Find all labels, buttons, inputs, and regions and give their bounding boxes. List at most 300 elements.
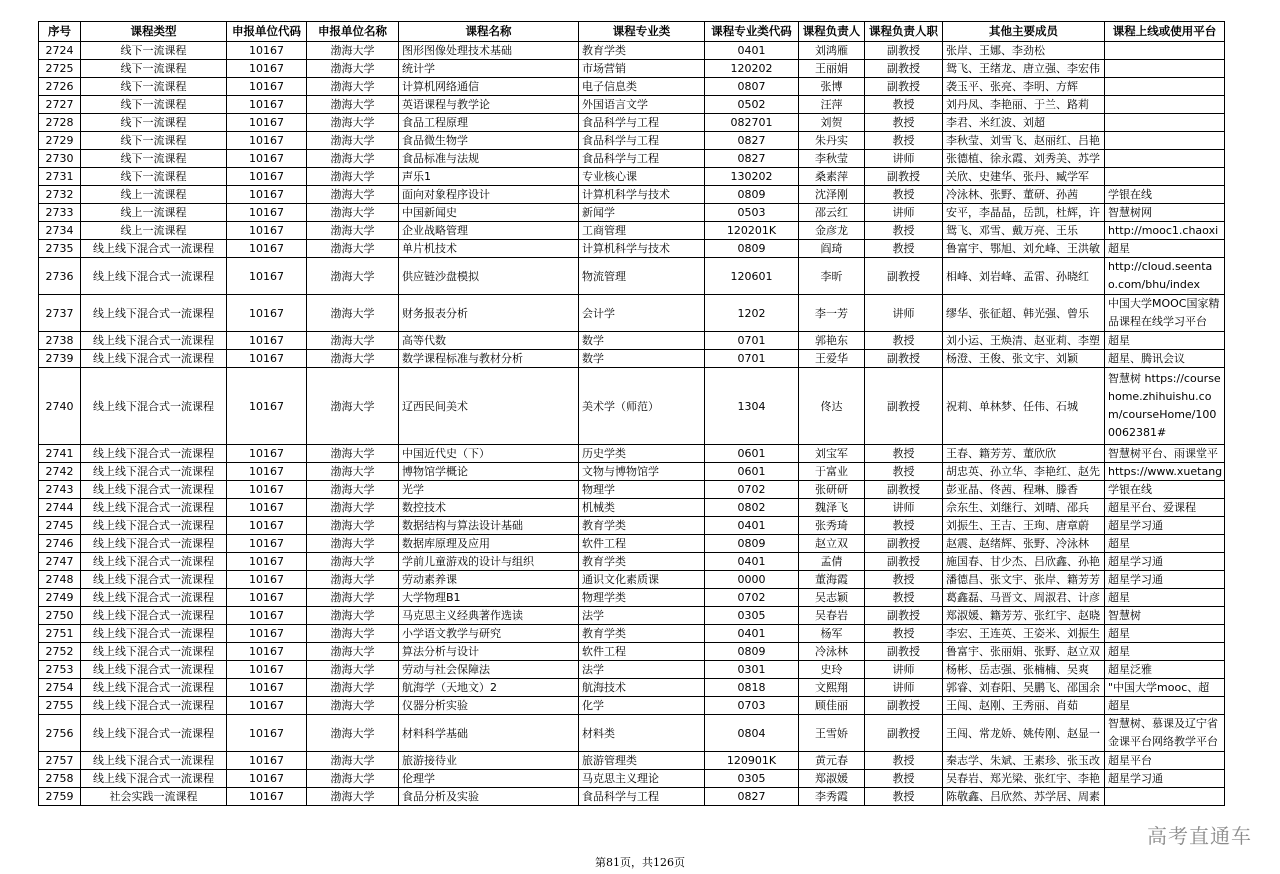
cell-unit-code: 10167 [227,186,307,204]
cell-members: 鸳飞、王绪龙、唐立强、李宏伟 [943,60,1105,78]
cell-major-code: 0818 [705,679,799,697]
cell-members: 张岸、王娜、李劲松 [943,42,1105,60]
cell-members: 刘小运、王焕清、赵亚莉、李塑 [943,332,1105,350]
cell-unit-code: 10167 [227,571,307,589]
cell-lead-title: 讲师 [865,661,943,679]
header-course-type: 课程类型 [81,22,227,42]
cell-course-type: 线上线下混合式一流课程 [81,350,227,368]
cell-course-type: 线上线下混合式一流课程 [81,463,227,481]
cell-lead-title: 副教授 [865,607,943,625]
cell-index: 2759 [39,788,81,806]
cell-members: 杨彬、岳志强、张楠楠、吴爽 [943,661,1105,679]
cell-major-code: 0701 [705,350,799,368]
table-row [39,535,1225,553]
cell-unit-code: 10167 [227,517,307,535]
cell-unit-code: 10167 [227,715,307,752]
cell-major-code: 0301 [705,661,799,679]
cell-course-name: 财务报表分析 [399,295,579,332]
cell-course-name: 伦理学 [399,770,579,788]
cell-index: 2729 [39,132,81,150]
cell-members: 张德植、徐永霞、刘秀美、苏学 [943,150,1105,168]
cell-unit-name: 渤海大学 [307,752,399,770]
cell-course-name: 食品标准与法规 [399,150,579,168]
cell-unit-code: 10167 [227,589,307,607]
cell-unit-code: 10167 [227,643,307,661]
cell-platform: 中国大学MOOC国家精品课程在线学习平台 [1105,295,1225,332]
cell-course-type: 线上线下混合式一流课程 [81,752,227,770]
cell-unit-code: 10167 [227,661,307,679]
cell-unit-name: 渤海大学 [307,132,399,150]
cell-course-type: 线上线下混合式一流课程 [81,770,227,788]
cell-index: 2739 [39,350,81,368]
cell-lead: 邵云红 [799,204,865,222]
header-row [39,22,1225,42]
cell-lead: 黄元春 [799,752,865,770]
cell-platform: 智慧树 https://coursehome.zhihuishu.com/courseHome/1000062381# [1105,368,1225,445]
cell-lead-title: 教授 [865,589,943,607]
cell-lead: 王雪娇 [799,715,865,752]
cell-course-type: 线上线下混合式一流课程 [81,517,227,535]
cell-platform: 超星学习通 [1105,770,1225,788]
cell-index: 2728 [39,114,81,132]
cell-lead-title: 教授 [865,463,943,481]
cell-index: 2730 [39,150,81,168]
page-footer: 第81页，共126页 [595,856,685,869]
cell-lead-title: 副教授 [865,535,943,553]
cell-unit-code: 10167 [227,350,307,368]
table-row [39,132,1225,150]
cell-major-category: 新闻学 [579,204,705,222]
cell-major-code: 1202 [705,295,799,332]
cell-unit-code: 10167 [227,78,307,96]
cell-members: 李宏、王连英、王姿米、刘振生 [943,625,1105,643]
cell-course-name: 数控技术 [399,499,579,517]
cell-lead: 郑淑媛 [799,770,865,788]
cell-index: 2733 [39,204,81,222]
cell-major-code: 120202 [705,60,799,78]
header-major-code: 课程专业类代码 [705,22,799,42]
cell-major-category: 物理学 [579,481,705,499]
cell-lead-title: 副教授 [865,78,943,96]
cell-major-code: 120901K [705,752,799,770]
cell-course-type: 线上线下混合式一流课程 [81,535,227,553]
cell-course-type: 线下一流课程 [81,168,227,186]
cell-unit-code: 10167 [227,96,307,114]
cell-unit-code: 10167 [227,770,307,788]
cell-platform: http://cloud.seentao.com/bhu/index [1105,258,1225,295]
table-row [39,114,1225,132]
cell-course-name: 劳动与社会保障法 [399,661,579,679]
cell-lead-title: 副教授 [865,258,943,295]
cell-lead-title: 教授 [865,114,943,132]
cell-course-name: 小学语文教学与研究 [399,625,579,643]
cell-unit-name: 渤海大学 [307,481,399,499]
cell-unit-code: 10167 [227,625,307,643]
table-row [39,332,1225,350]
cell-course-type: 线上线下混合式一流课程 [81,553,227,571]
table-row [39,643,1225,661]
cell-unit-name: 渤海大学 [307,350,399,368]
cell-lead-title: 副教授 [865,60,943,78]
cell-course-type: 线上线下混合式一流课程 [81,625,227,643]
cell-course-name: 劳动素养课 [399,571,579,589]
header-unit-name: 申报单位名称 [307,22,399,42]
table-row [39,481,1225,499]
cell-major-category: 会计学 [579,295,705,332]
cell-lead-title: 教授 [865,571,943,589]
cell-lead: 朱丹实 [799,132,865,150]
cell-unit-code: 10167 [227,499,307,517]
cell-major-category: 食品科学与工程 [579,132,705,150]
cell-unit-name: 渤海大学 [307,186,399,204]
header-major-category: 课程专业类 [579,22,705,42]
cell-course-name: 大学物理B1 [399,589,579,607]
table-row [39,350,1225,368]
cell-unit-name: 渤海大学 [307,295,399,332]
cell-lead: 吴春岩 [799,607,865,625]
cell-lead-title: 讲师 [865,499,943,517]
cell-lead-title: 教授 [865,625,943,643]
cell-unit-name: 渤海大学 [307,589,399,607]
cell-index: 2731 [39,168,81,186]
cell-unit-name: 渤海大学 [307,770,399,788]
cell-lead-title: 讲师 [865,204,943,222]
cell-platform: 智慧树、慕课及辽宁省金课平台网络教学平台 [1105,715,1225,752]
cell-course-name: 高等代数 [399,332,579,350]
cell-index: 2736 [39,258,81,295]
cell-index: 2748 [39,571,81,589]
cell-unit-code: 10167 [227,752,307,770]
table-row [39,463,1225,481]
cell-lead-title: 教授 [865,222,943,240]
cell-unit-name: 渤海大学 [307,535,399,553]
cell-course-type: 线上线下混合式一流课程 [81,589,227,607]
cell-index: 2737 [39,295,81,332]
cell-platform: http://mooc1.chaoxi [1105,222,1225,240]
cell-index: 2738 [39,332,81,350]
cell-members: 彭亚晶、佟茜、程琳、滕香 [943,481,1105,499]
cell-platform: 超星 [1105,625,1225,643]
cell-major-code: 130202 [705,168,799,186]
cell-index: 2745 [39,517,81,535]
cell-lead-title: 教授 [865,517,943,535]
cell-course-name: 统计学 [399,60,579,78]
cell-unit-name: 渤海大学 [307,78,399,96]
cell-major-category: 物理学类 [579,589,705,607]
cell-lead: 文熙翔 [799,679,865,697]
cell-unit-code: 10167 [227,150,307,168]
cell-members: 王闯、常龙娇、姚传刚、赵显一 [943,715,1105,752]
cell-lead-title: 副教授 [865,42,943,60]
cell-index: 2757 [39,752,81,770]
cell-unit-name: 渤海大学 [307,607,399,625]
cell-lead: 桑素萍 [799,168,865,186]
cell-unit-code: 10167 [227,535,307,553]
cell-major-code: 0701 [705,332,799,350]
cell-course-name: 中国近代史（下） [399,445,579,463]
cell-unit-code: 10167 [227,114,307,132]
cell-major-category: 外国语言文学 [579,96,705,114]
cell-members: 吴春岩、郑光梁、张红宇、李艳 [943,770,1105,788]
cell-unit-name: 渤海大学 [307,571,399,589]
cell-major-category: 马克思主义理论 [579,770,705,788]
cell-course-name: 数学课程标准与教材分析 [399,350,579,368]
cell-unit-code: 10167 [227,463,307,481]
cell-index: 2743 [39,481,81,499]
cell-index: 2732 [39,186,81,204]
cell-major-code: 0809 [705,240,799,258]
cell-platform [1105,78,1225,96]
cell-course-name: 算法分析与设计 [399,643,579,661]
cell-members: 李君、米红波、刘超 [943,114,1105,132]
cell-members: 鲁富宇、鄂旭、刘允峰、王洪敏 [943,240,1105,258]
cell-major-category: 法学 [579,661,705,679]
table-row [39,589,1225,607]
cell-unit-code: 10167 [227,204,307,222]
cell-unit-code: 10167 [227,553,307,571]
cell-major-code: 0809 [705,643,799,661]
cell-lead-title: 副教授 [865,553,943,571]
cell-major-category: 数学 [579,350,705,368]
cell-unit-name: 渤海大学 [307,240,399,258]
cell-platform: 学银在线 [1105,481,1225,499]
cell-major-category: 工商管理 [579,222,705,240]
cell-lead: 李昕 [799,258,865,295]
cell-course-type: 线下一流课程 [81,78,227,96]
cell-major-category: 软件工程 [579,643,705,661]
header-lead: 课程负责人 [799,22,865,42]
cell-major-code: 0809 [705,186,799,204]
cell-index: 2742 [39,463,81,481]
cell-major-code: 120601 [705,258,799,295]
cell-members: 鲁富宇、张丽娟、张野、赵立双 [943,643,1105,661]
cell-major-category: 通识文化素质课 [579,571,705,589]
cell-major-category: 旅游管理类 [579,752,705,770]
cell-index: 2734 [39,222,81,240]
table-row [39,788,1225,806]
cell-platform: 智慧树 [1105,607,1225,625]
cell-major-code: 0601 [705,445,799,463]
cell-unit-name: 渤海大学 [307,517,399,535]
cell-lead-title: 副教授 [865,697,943,715]
cell-course-type: 线上线下混合式一流课程 [81,607,227,625]
cell-lead-title: 教授 [865,752,943,770]
cell-index: 2725 [39,60,81,78]
cell-lead: 张博 [799,78,865,96]
cell-platform: 超星泛雅 [1105,661,1225,679]
cell-lead-title: 讲师 [865,679,943,697]
cell-unit-name: 渤海大学 [307,679,399,697]
cell-platform [1105,114,1225,132]
table-row [39,752,1225,770]
cell-major-category: 计算机科学与技术 [579,240,705,258]
cell-lead: 于富业 [799,463,865,481]
cell-lead: 李秀霞 [799,788,865,806]
cell-unit-code: 10167 [227,445,307,463]
table-row [39,168,1225,186]
cell-unit-code: 10167 [227,295,307,332]
header-members: 其他主要成员 [943,22,1105,42]
cell-major-code: 0305 [705,770,799,788]
cell-major-code: 0401 [705,42,799,60]
cell-lead: 孟倩 [799,553,865,571]
cell-course-name: 企业战略管理 [399,222,579,240]
table-row [39,204,1225,222]
table-row [39,295,1225,332]
cell-lead-title: 副教授 [865,350,943,368]
cell-major-code: 0401 [705,625,799,643]
cell-lead-title: 教授 [865,186,943,204]
cell-members: 杨澄、王俊、张文宇、刘颖 [943,350,1105,368]
cell-course-type: 线下一流课程 [81,150,227,168]
cell-index: 2755 [39,697,81,715]
cell-lead: 冷泳林 [799,643,865,661]
cell-course-type: 线下一流课程 [81,132,227,150]
cell-course-type: 社会实践一流课程 [81,788,227,806]
watermark: 高考直通车 [1147,824,1252,848]
table-row [39,222,1225,240]
cell-lead: 董海霞 [799,571,865,589]
cell-members: 郑淑媛、籍芳芳、张红宇、赵晓 [943,607,1105,625]
cell-course-name: 计算机网络通信 [399,78,579,96]
cell-members: 葛鑫磊、马晋文、周淑君、计彦 [943,589,1105,607]
cell-major-category: 化学 [579,697,705,715]
cell-unit-name: 渤海大学 [307,788,399,806]
cell-course-type: 线上线下混合式一流课程 [81,481,227,499]
table-row [39,60,1225,78]
cell-unit-code: 10167 [227,222,307,240]
cell-platform: 智慧树网 [1105,204,1225,222]
cell-major-category: 教育学类 [579,517,705,535]
cell-members: 刘振生、王吉、王珣、唐章蔚 [943,517,1105,535]
cell-unit-name: 渤海大学 [307,204,399,222]
cell-course-name: 马克思主义经典著作选读 [399,607,579,625]
cell-index: 2747 [39,553,81,571]
cell-lead: 刘贺 [799,114,865,132]
cell-major-category: 食品科学与工程 [579,114,705,132]
cell-members: 冷泳林、张野、董研、孙茜 [943,186,1105,204]
cell-platform: "中国大学mooc、超 [1105,679,1225,697]
table-row [39,499,1225,517]
table-row [39,368,1225,445]
cell-unit-name: 渤海大学 [307,661,399,679]
cell-members: 施国春、甘少杰、吕欣鑫、孙艳 [943,553,1105,571]
table-row [39,661,1225,679]
cell-unit-name: 渤海大学 [307,553,399,571]
cell-course-name: 辽西民间美术 [399,368,579,445]
cell-platform [1105,788,1225,806]
cell-unit-name: 渤海大学 [307,499,399,517]
cell-course-type: 线下一流课程 [81,60,227,78]
cell-lead-title: 教授 [865,332,943,350]
table-row [39,78,1225,96]
cell-lead: 汪萍 [799,96,865,114]
cell-unit-code: 10167 [227,258,307,295]
table-row [39,186,1225,204]
cell-platform: 超星、腾讯会议 [1105,350,1225,368]
cell-course-name: 英语课程与教学论 [399,96,579,114]
cell-lead-title: 副教授 [865,168,943,186]
cell-lead: 王爱华 [799,350,865,368]
cell-course-name: 旅游接待业 [399,752,579,770]
cell-major-code: 0702 [705,481,799,499]
cell-course-name: 中国新闻史 [399,204,579,222]
table-row [39,715,1225,752]
cell-members: 祝莉、单林梦、任伟、石城 [943,368,1105,445]
cell-index: 2753 [39,661,81,679]
cell-unit-code: 10167 [227,132,307,150]
cell-major-code: 0502 [705,96,799,114]
cell-lead: 佟达 [799,368,865,445]
cell-unit-code: 10167 [227,368,307,445]
cell-unit-name: 渤海大学 [307,96,399,114]
cell-lead: 王丽娟 [799,60,865,78]
cell-major-category: 食品科学与工程 [579,150,705,168]
cell-major-code: 0601 [705,463,799,481]
cell-members: 赵震、赵绪辉、张野、冷泳林 [943,535,1105,553]
cell-course-type: 线上一流课程 [81,186,227,204]
cell-lead: 张研研 [799,481,865,499]
course-table [38,21,1225,806]
cell-lead-title: 教授 [865,96,943,114]
cell-major-category: 物流管理 [579,258,705,295]
cell-unit-name: 渤海大学 [307,625,399,643]
header-index: 序号 [39,22,81,42]
cell-members: 王春、籍芳芳、董欣欣 [943,445,1105,463]
cell-platform: 超星 [1105,589,1225,607]
cell-lead: 杨军 [799,625,865,643]
cell-major-category: 美术学（师范） [579,368,705,445]
cell-unit-name: 渤海大学 [307,643,399,661]
cell-lead-title: 讲师 [865,150,943,168]
cell-members: 鸳飞、邓雪、戴万亮、王乐 [943,222,1105,240]
cell-unit-name: 渤海大学 [307,114,399,132]
cell-major-code: 0000 [705,571,799,589]
table-row [39,679,1225,697]
cell-unit-name: 渤海大学 [307,445,399,463]
cell-major-code: 082701 [705,114,799,132]
cell-index: 2749 [39,589,81,607]
cell-index: 2741 [39,445,81,463]
cell-lead: 刘鸿雁 [799,42,865,60]
cell-index: 2750 [39,607,81,625]
cell-platform: 智慧树平台、雨课堂平 [1105,445,1225,463]
header-lead-title: 课程负责人职 [865,22,943,42]
cell-platform [1105,132,1225,150]
cell-unit-code: 10167 [227,697,307,715]
cell-unit-name: 渤海大学 [307,222,399,240]
table-row [39,96,1225,114]
cell-course-type: 线上线下混合式一流课程 [81,445,227,463]
cell-unit-name: 渤海大学 [307,332,399,350]
cell-platform: 超星学习通 [1105,553,1225,571]
cell-lead-title: 副教授 [865,643,943,661]
cell-major-category: 教育学类 [579,625,705,643]
table-row [39,517,1225,535]
cell-major-code: 0827 [705,788,799,806]
cell-unit-code: 10167 [227,60,307,78]
cell-course-name: 材料科学基础 [399,715,579,752]
cell-unit-code: 10167 [227,240,307,258]
cell-platform: 超星 [1105,643,1225,661]
cell-course-type: 线上线下混合式一流课程 [81,643,227,661]
cell-lead-title: 讲师 [865,295,943,332]
cell-index: 2726 [39,78,81,96]
table-row [39,625,1225,643]
cell-unit-name: 渤海大学 [307,368,399,445]
cell-major-code: 0807 [705,78,799,96]
cell-major-category: 电子信息类 [579,78,705,96]
